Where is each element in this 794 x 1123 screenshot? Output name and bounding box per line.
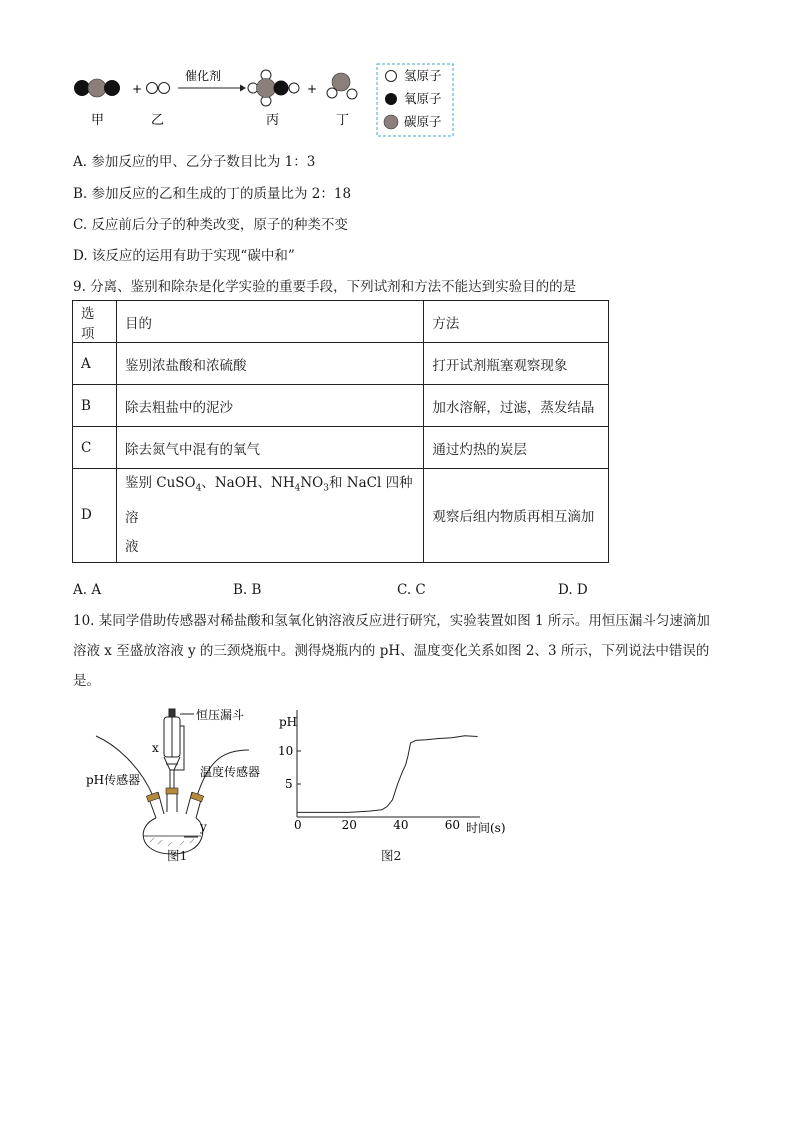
legend-hydrogen: 氢原子 — [404, 68, 442, 83]
row-d-method: 观察后组内物质再相互滴加 — [424, 469, 609, 563]
legend-carbon: 碳原子 — [404, 114, 442, 129]
q9-choice-a: A. A — [73, 582, 102, 598]
q8-option-b: B. 参加反应的乙和生成的丁的质量比为 2：18 — [73, 186, 352, 202]
row-d-goal: 鉴别 CuSO$_4$、NaOH、$NH_4NO_3$和 NaCl 四种溶 液 — [116, 469, 423, 563]
label-ding: 丁 — [336, 113, 350, 128]
q9-stem: 9. 分离、鉴别和除杂是化学实验的重要手段，下列试剂和方法不能达到实验目的的是 — [73, 279, 577, 295]
row-a-goal: 鉴别浓盐酸和浓硫酸 — [116, 343, 423, 385]
figure-2-ph-chart — [270, 706, 520, 834]
figure-2-caption: 图2 — [381, 848, 402, 863]
plus-sign-2: + — [307, 82, 318, 96]
ph-curve-series — [297, 736, 478, 813]
molecule-bing — [248, 70, 299, 106]
catalyst-label: 催化剂 — [185, 69, 222, 83]
ph-sensor-label: pH传感器 — [86, 773, 141, 787]
row-b-method: 加水溶解，过滤，蒸发结晶 — [424, 385, 609, 427]
table-header-row — [73, 301, 609, 343]
y-tick-label: 10 — [278, 744, 294, 758]
row-c-method: 通过灼热的炭层 — [424, 427, 609, 469]
table-row — [73, 385, 609, 427]
table-row — [73, 469, 609, 563]
funnel-label: 恒压漏斗 — [196, 708, 245, 722]
q9-choice-d: D. D — [558, 582, 588, 598]
molecule-jia — [74, 79, 120, 97]
row-c-goal: 除去氮气中混有的氧气 — [116, 427, 423, 469]
row-b-goal: 除去粗盐中的泥沙 — [116, 385, 423, 427]
x-tick-label: 0 — [294, 818, 302, 832]
x-axis-label: 时间(s) — [466, 821, 506, 834]
reaction-diagram — [68, 62, 468, 140]
molecule-yi — [147, 83, 170, 94]
q8-option-d: D. 该反应的运用有助于实现“碳中和” — [73, 248, 295, 264]
row-d-option: D — [73, 469, 117, 563]
x-label: x — [152, 741, 159, 755]
x-tick-label: 20 — [341, 818, 357, 832]
header-option: 选项 — [73, 301, 117, 343]
temp-sensor-label: 温度传感器 — [200, 765, 261, 779]
plus-sign-1: + — [132, 82, 143, 96]
table-row — [73, 343, 609, 385]
figure-1-apparatus — [84, 704, 284, 864]
molecule-ding — [327, 73, 357, 99]
legend-oxygen: 氧原子 — [404, 91, 442, 106]
row-b-option: B — [73, 385, 117, 427]
y-tick-label: 5 — [285, 777, 293, 791]
label-yi: 乙 — [151, 113, 165, 128]
row-a-option: A — [73, 343, 117, 385]
q9-choice-c: C. C — [397, 582, 426, 598]
q9-table — [72, 300, 609, 563]
figure-1-caption: 图1 — [167, 848, 188, 863]
header-method: 方法 — [424, 301, 609, 343]
q8-option-a: A. 参加反应的甲、乙分子数目比为 1：3 — [73, 154, 316, 170]
label-jia: 甲 — [91, 113, 105, 128]
q9-choice-b: B. B — [233, 582, 262, 598]
y-axis-label: pH — [279, 715, 298, 729]
reaction-arrow — [178, 85, 246, 92]
label-bing: 丙 — [266, 113, 280, 128]
row-c-option: C — [73, 427, 117, 469]
table-row — [73, 427, 609, 469]
atom-legend — [377, 64, 453, 136]
q8-option-c: C. 反应前后分子的种类改变，原子的种类不变 — [73, 217, 348, 233]
row-a-method: 打开试剂瓶塞观察现象 — [424, 343, 609, 385]
x-tick-label: 40 — [393, 818, 409, 832]
x-tick-label: 60 — [444, 818, 461, 832]
q10-stem: 10. 某同学借助传感器对稀盐酸和氢氧化钠溶液反应进行研究，实验装置如图 1 所示。用恒压漏斗匀速滴加溶液 x 至盛放溶液 y 的三颈烧瓶中。测得烧瓶内的 pH、温度变化关系如图 2、3 所示，下列说法中错误的是。 — [73, 613, 710, 689]
header-goal: 目的 — [116, 301, 423, 343]
y-label: y — [200, 820, 207, 834]
